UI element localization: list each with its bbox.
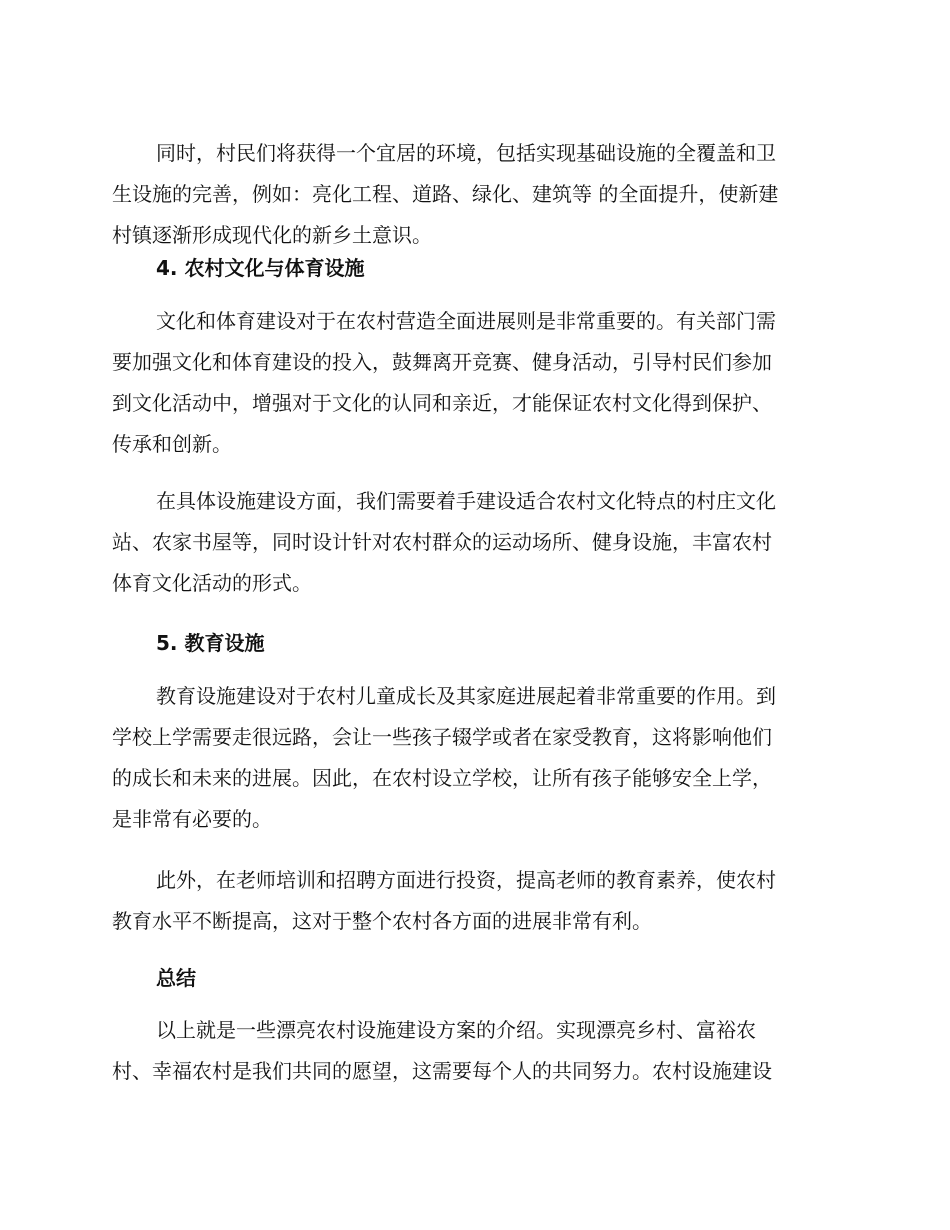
paragraph-line: 要加强文化和体育建设的投入，鼓舞离开竞赛、健身活动，引导村民们参加 [112, 350, 772, 374]
paragraph-line: 村镇逐渐形成现代化的新乡土意识。 [112, 223, 432, 247]
paragraph-line: 生设施的完善，例如：亮化工程、道路、绿化、建筑等 的全面提升，使新建 [112, 182, 779, 206]
paragraph-6 [112, 1010, 832, 1092]
paragraph-5 [112, 860, 832, 942]
section-heading-4: 4. 农村文化与体育设施 [156, 256, 365, 280]
paragraph-line: 文化和体育建设对于在农村营造全面进展则是非常重要的。有关部门需 [156, 309, 776, 333]
paragraph-line: 在具体设施建设方面，我们需要着手建设适合农村文化特点的村庄文化 [156, 489, 776, 513]
paragraph-line: 到文化活动中，增强对于文化的认同和亲近，才能保证农村文化得到保护、 [112, 391, 772, 415]
paragraph-line: 学校上学需要走很远路，会让一些孩子辍学或者在家受教育，这将影响他们 [112, 725, 772, 749]
paragraph-line: 教育水平不断提高，这对于整个农村各方面的进展非常有利。 [112, 909, 652, 933]
section-heading-summary: 总结 [156, 966, 196, 990]
paragraph-line: 体育文化活动的形式。 [112, 571, 312, 595]
paragraph-line: 是非常有必要的。 [112, 807, 272, 831]
section-heading-5: 5. 教育设施 [156, 631, 265, 655]
paragraph-line: 村、幸福农村是我们共同的愿望，这需要每个人的共同努力。农村设施建设 [112, 1059, 772, 1083]
paragraph-2 [112, 301, 832, 465]
paragraph-3 [112, 481, 832, 604]
paragraph-line: 教育设施建设对于农村儿童成长及其家庭进展起着非常重要的作用。到 [156, 684, 776, 708]
paragraph-line: 此外，在老师培训和招聘方面进行投资，提高老师的教育素养，使农村 [156, 868, 776, 892]
paragraph-1 [112, 133, 832, 256]
paragraph-line: 传承和创新。 [112, 432, 232, 456]
paragraph-line: 以上就是一些漂亮农村设施建设方案的介绍。实现漂亮乡村、富裕农 [156, 1018, 756, 1042]
paragraph-4 [112, 676, 832, 840]
paragraph-line: 的成长和未来的进展。因此，在农村设立学校，让所有孩子能够安全上学， [112, 766, 772, 790]
paragraph-line: 同时，村民们将获得一个宜居的环境，包括实现基础设施的全覆盖和卫 [156, 141, 776, 165]
paragraph-line: 站、农家书屋等，同时设计针对农村群众的运动场所、健身设施，丰富农村 [112, 530, 772, 554]
